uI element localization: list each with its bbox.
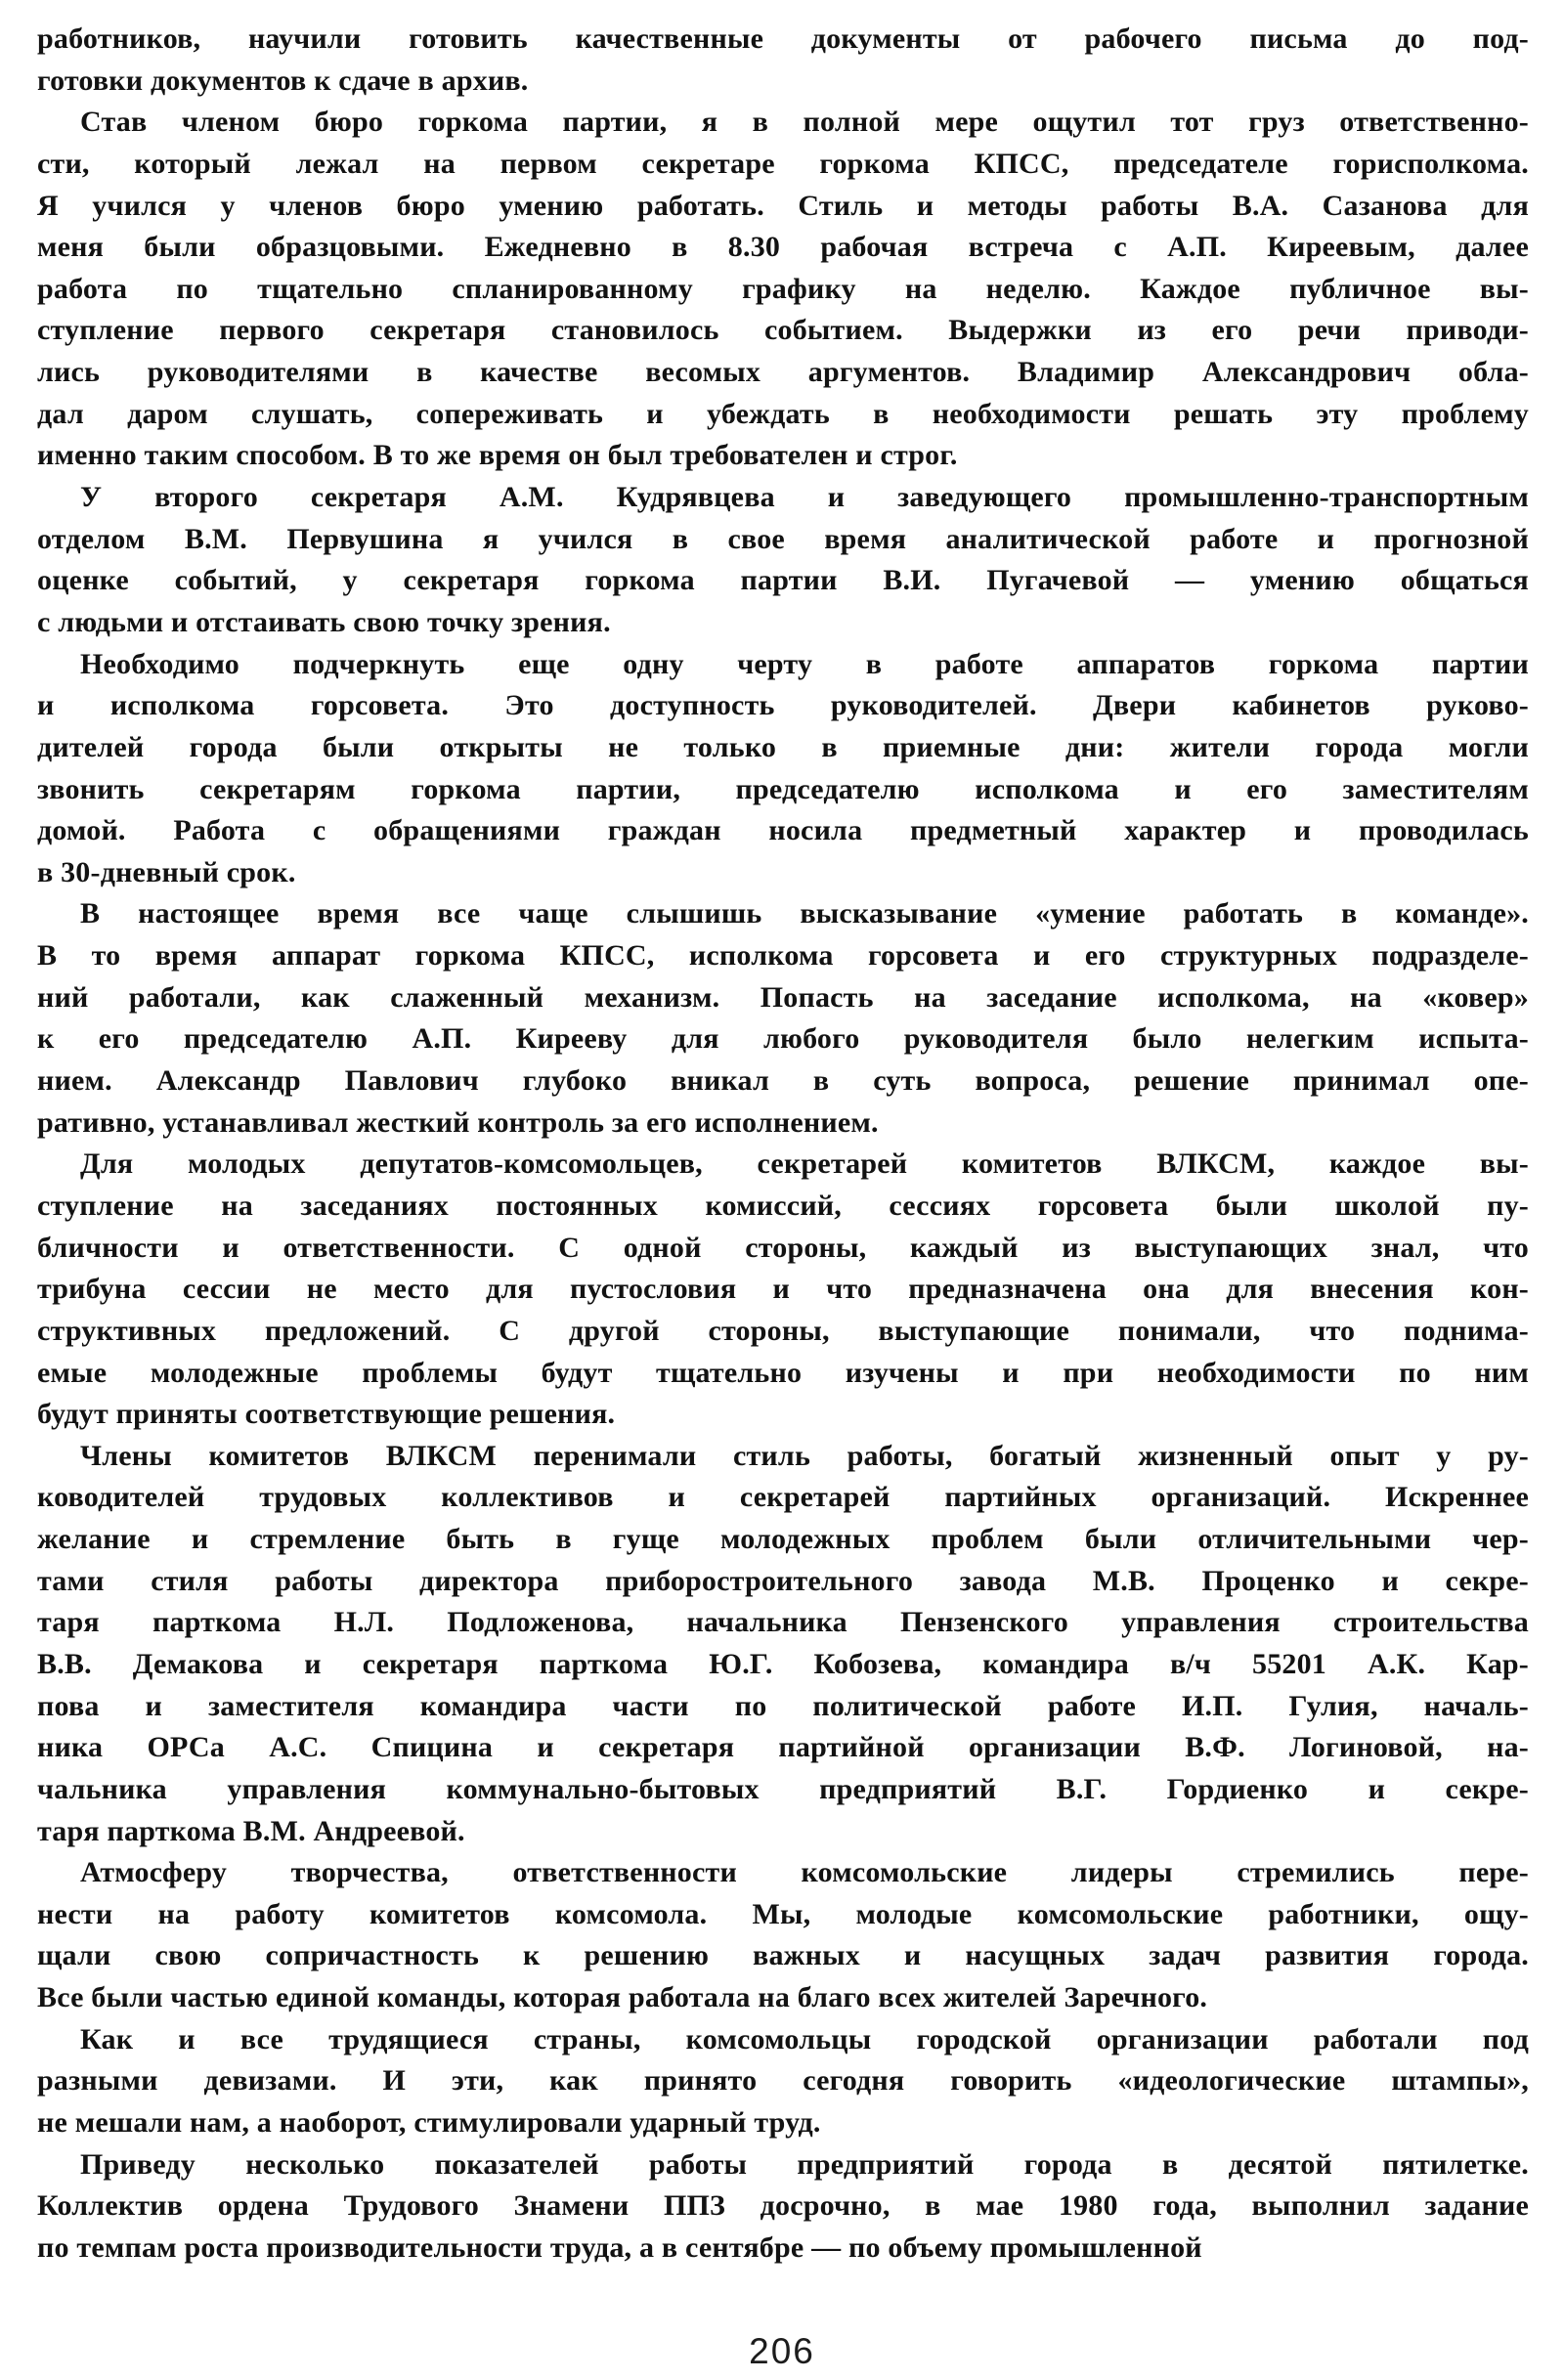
text-line: ступление первого секретаря становилось событием. Выдержки из его речи приводи- — [37, 314, 1529, 347]
text-line: меня были образцовыми. Ежедневно в 8.30 рабочая встреча с А.П. Киреевым, далее — [37, 231, 1529, 264]
text-line: и исполкома горсовета. Это доступность руководителей. Двери кабинетов руково- — [37, 689, 1529, 722]
text-line: к его председателю А.П. Кирееву для любого руководителя было нелегким испыта- — [37, 1022, 1529, 1056]
text-line: таря парткома Н.Л. Подложенова, начальника Пензенского управления строительства — [37, 1606, 1529, 1639]
text-line: Члены комитетов ВЛКСМ перенимали стиль работы, богатый жизненный опыт у ру- — [80, 1439, 1529, 1472]
text-line: дал даром слушать, сопереживать и убеждать в необходимости решать эту проблему — [37, 397, 1529, 430]
text-line: структивных предложений. С другой стороны, выступающие понимали, что поднима- — [37, 1314, 1529, 1347]
text-line: У второго секретаря А.М. Кудрявцева и заведующего промышленно-транспортным — [80, 481, 1529, 514]
text-line: лись руководителями в качестве весомых аргументов. Владимир Александрович обла- — [37, 356, 1529, 389]
text-line: дителей города были открыты не только в приемные дни: жители города могли — [37, 730, 1529, 763]
text-line: сти, который лежал на первом секретаре горкома КПСС, председателе горисполкома. — [37, 147, 1529, 180]
text-line: отделом В.М. Первушина я учился в свое время аналитической работе и прогнозной — [37, 522, 1529, 555]
text-line: ника ОРСа А.С. Спицина и секретаря партийной организации В.Ф. Логиновой, на- — [37, 1731, 1529, 1764]
text-line: Для молодых депутатов-комсомольцев, секретарей комитетов ВЛКСМ, каждое вы- — [80, 1147, 1529, 1181]
text-line: ководителей трудовых коллективов и секретарей партийных организаций. Искреннее — [37, 1481, 1529, 1514]
text-line: Атмосферу творчества, ответственности комсомольские лидеры стремились пере- — [80, 1856, 1529, 1889]
text-line: не мешали нам, а наоборот, стимулировали ударный труд. — [37, 2106, 821, 2140]
text-line: нием. Александр Павлович глубоко вникал в суть вопроса, решение принимал опе- — [37, 1064, 1529, 1098]
text-line: нести на работу комитетов комсомола. Мы, молодые комсомольские работники, ощу- — [37, 1897, 1529, 1930]
text-line: разными девизами. И эти, как принято сегодня говорить «идеологические штампы», — [37, 2064, 1529, 2098]
text-line: Как и все трудящиеся страны, комсомольцы городской организации работали под — [80, 2022, 1529, 2055]
text-line: В.В. Демакова и секретаря парткома Ю.Г. Кобозева, командира в/ч 55201 А.К. Кар- — [37, 1647, 1529, 1680]
text-line: работников, научили готовить качественные документы от рабочего письма до под- — [37, 22, 1529, 55]
text-line: Приведу несколько показателей работы предприятий города в десятой пятилетке. — [80, 2147, 1529, 2181]
text-line: чальника управления коммунально-бытовых предприятий В.Г. Гордиенко и секре- — [37, 1772, 1529, 1805]
text-line: В настоящее время все чаще слышишь высказывание «умение работать в команде». — [80, 897, 1529, 930]
text-line: именно таким способом. В то же время он был требователен и строг. — [37, 439, 958, 472]
text-line: бличности и ответственности. С одной стороны, каждый из выступающих знал, что — [37, 1231, 1529, 1264]
text-line: в 30-дневный срок. — [37, 855, 296, 888]
text-line: ступление на заседаниях постоянных комиссий, сессиях горсовета были школой пу- — [37, 1189, 1529, 1222]
text-line: звонить секретарям горкома партии, председателю исполкома и его заместителям — [37, 772, 1529, 805]
text-line: пова и заместителя командира части по политической работе И.П. Гулия, началь- — [37, 1689, 1529, 1722]
text-line: готовки документов к сдаче в архив. — [37, 64, 529, 97]
text-line: с людьми и отстаивать свою точку зрения. — [37, 605, 611, 638]
text-line: щали свою сопричастность к решению важных и насущных задач развития города. — [37, 1939, 1529, 1972]
text-line: Необходимо подчеркнуть еще одну черту в работе аппаратов горкома партии — [80, 647, 1529, 680]
text-line: ний работали, как слаженный механизм. Попасть на заседание исполкома, на «ковер» — [37, 980, 1529, 1014]
text-line: Став членом бюро горкома партии, я в полной мере ощутил тот груз ответственно- — [80, 106, 1529, 139]
text-line: будут приняты соответствующие решения. — [37, 1398, 616, 1431]
text-line: Я учился у членов бюро умению работать. Стиль и методы работы В.А. Сазанова для — [37, 189, 1529, 222]
text-line: домой. Работа с обращениями граждан носила предметный характер и проводилась — [37, 814, 1529, 847]
text-line: емые молодежные проблемы будут тщательно изучены и при необходимости по ним — [37, 1356, 1529, 1389]
text-line: желание и стремление быть в гуще молодежных проблем были отличительными чер- — [37, 1523, 1529, 1556]
page-text — [37, 19, 1529, 2270]
text-line: трибуна сессии не место для пустословия и что предназначена она для внесения кон- — [37, 1273, 1529, 1306]
text-line: тами стиля работы директора приборостроительного завода М.В. Проценко и секре- — [37, 1564, 1529, 1597]
text-line: по темпам роста производительности труда, а в сентябре — по объему промышленной — [37, 2230, 1202, 2264]
text-line: ративно, устанавливал жесткий контроль за его исполнением. — [37, 1105, 879, 1139]
page-number: 206 — [749, 2331, 815, 2371]
text-line: Все были частью единой команды, которая работала на благо всех жителей Заречного. — [37, 1981, 1208, 2014]
text-line: В то время аппарат горкома КПСС, исполкома горсовета и его структурных подразделе- — [37, 939, 1529, 973]
text-line: оценке событий, у секретаря горкома партии В.И. Пугачевой — умению общаться — [37, 564, 1529, 597]
text-line: работа по тщательно спланированному графику на неделю. Каждое публичное вы- — [37, 272, 1529, 305]
text-line: Коллектив ордена Трудового Знамени ППЗ досрочно, в мае 1980 года, выполнил задание — [37, 2189, 1529, 2223]
text-line: таря парткома В.М. Андреевой. — [37, 1814, 465, 1847]
